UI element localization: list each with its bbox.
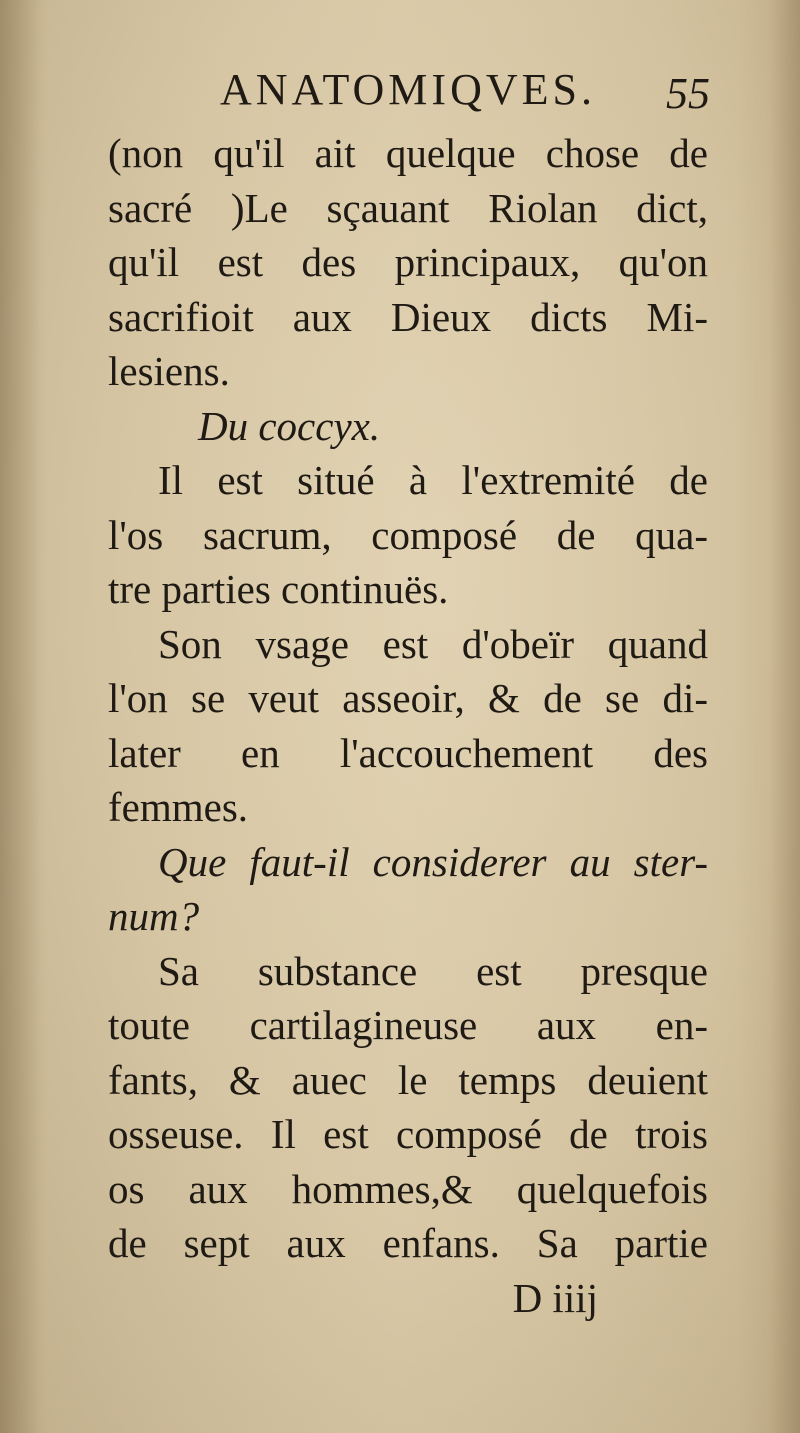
- page-shadow-right: [770, 0, 800, 1433]
- text-line: osseuse. Il est composé de trois: [108, 1111, 708, 1157]
- text-line: Il est situé à l'extremité de: [158, 457, 708, 503]
- text-line: sacré )Le sçauant Riolan dict,: [108, 184, 708, 231]
- page-shadow-left: [0, 0, 40, 1433]
- text-line: Son vsage est d'obeïr quand: [158, 620, 708, 667]
- section-heading-sternum-cont: num?: [108, 893, 200, 939]
- text-line: toute cartilagineuse aux en-: [108, 1002, 708, 1048]
- text-line: de sept aux enfans. Sa partie: [108, 1220, 708, 1266]
- text-line: fants, & auec le temps deuient: [108, 1056, 708, 1103]
- text-line: (non qu'il ait quelque chose de: [108, 130, 708, 176]
- text-line: Sa substance est presque: [158, 947, 708, 994]
- text-line: os aux hommes,& quelquefois: [108, 1165, 708, 1212]
- text-line: later en l'accouchement des: [108, 729, 708, 776]
- text-line: tre parties continuës.: [108, 566, 449, 612]
- text-line: sacrifioit aux Dieux dicts Mi-: [108, 293, 708, 340]
- section-heading-sternum: Que faut-il considerer au ster-: [158, 838, 708, 885]
- section-heading-coccyx: Du coccyx.: [198, 402, 381, 449]
- text-line: l'on se veut asseoir, & de se di-: [108, 675, 708, 721]
- body-text: [108, 126, 708, 1325]
- text-line: l'os sacrum, composé de qua-: [108, 511, 708, 558]
- page-header: [110, 64, 710, 124]
- text-line: qu'il est des principaux, qu'on: [108, 239, 708, 285]
- catchword: D iiij: [512, 1274, 598, 1321]
- running-head: ANATOMIQVES.: [220, 65, 596, 114]
- page-number: 55: [666, 69, 710, 118]
- text-line: femmes.: [108, 784, 249, 830]
- text-line: lesiens.: [108, 348, 230, 394]
